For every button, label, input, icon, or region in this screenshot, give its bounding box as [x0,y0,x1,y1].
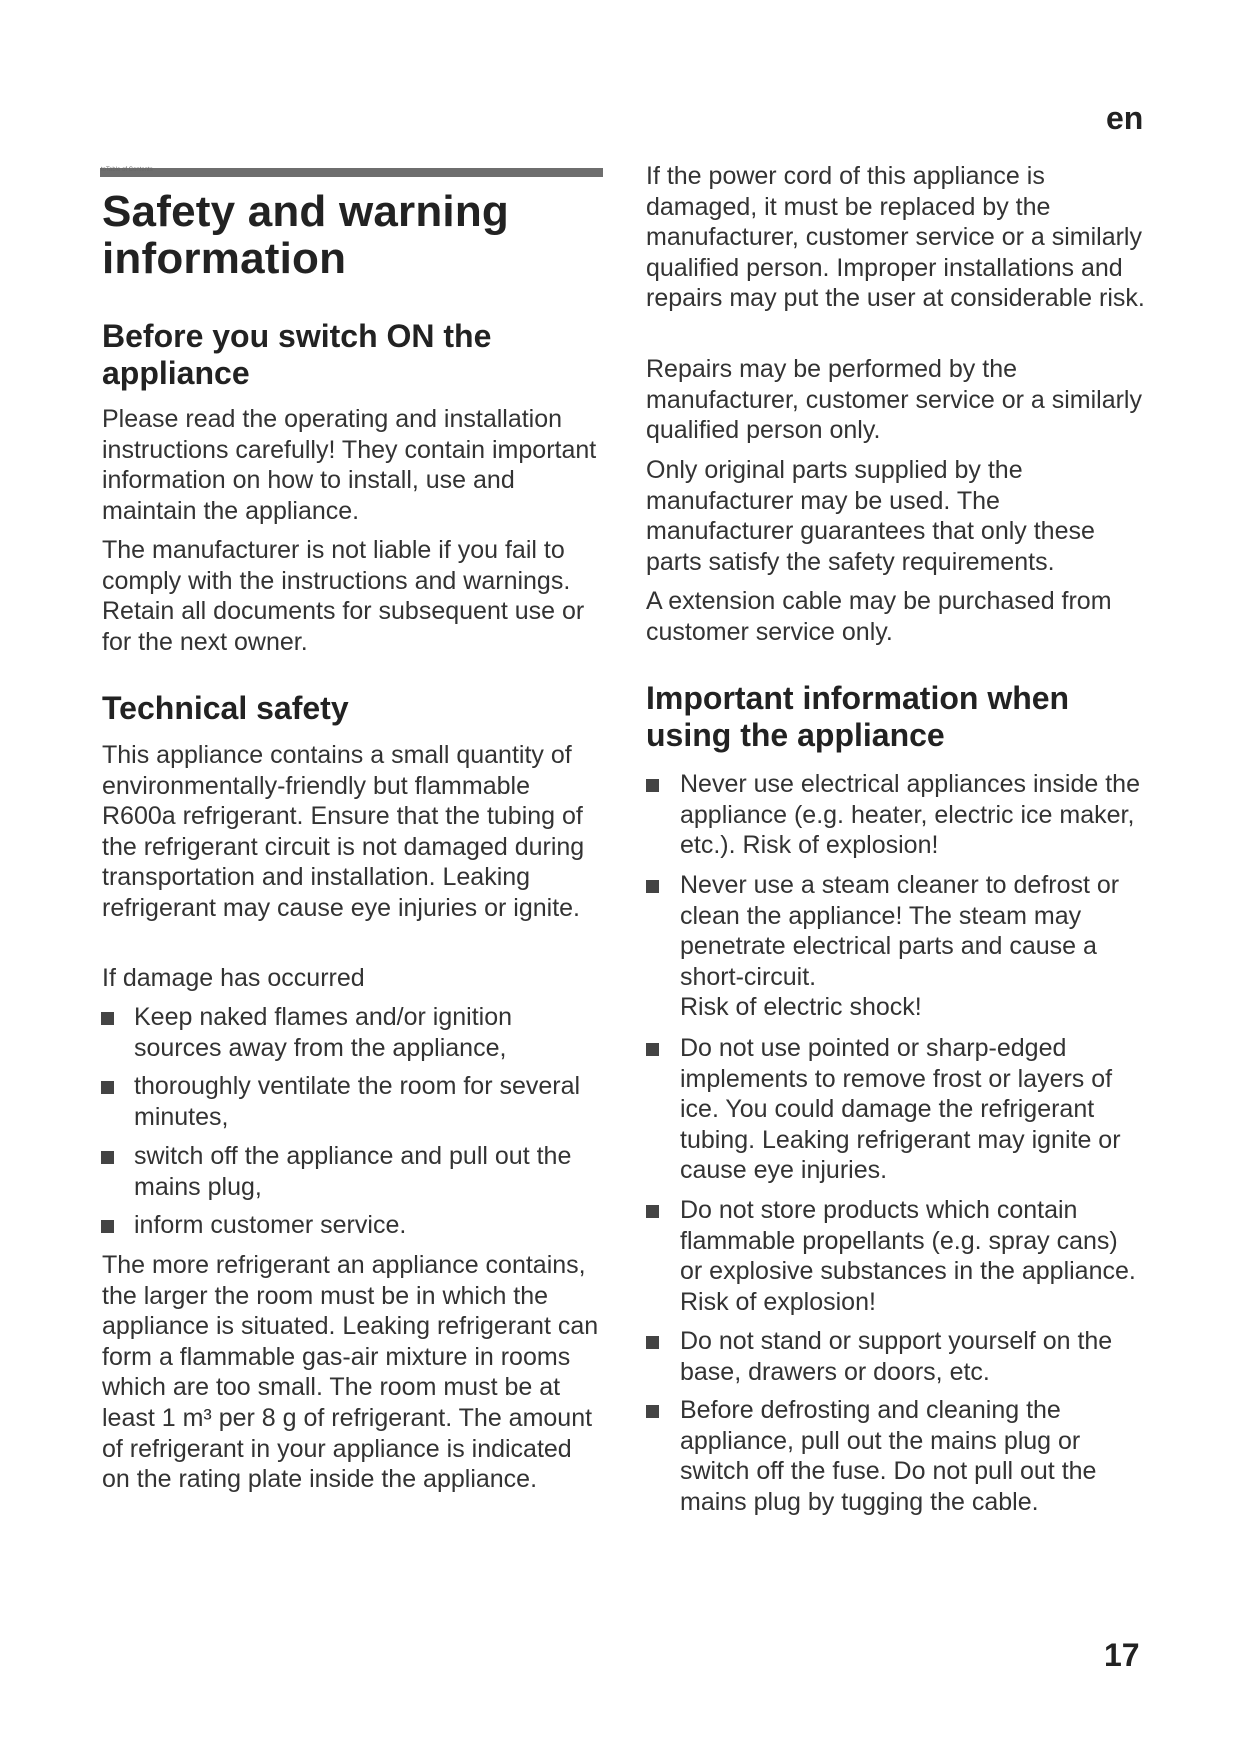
list-item-keep-flames-away: Keep naked flames and/or ignition sources away from the appliance, [134,1003,513,1062]
list-item-inform-service: inform customer service. [134,1211,407,1239]
bullet-icon [646,1043,659,1056]
bullet-icon [646,779,659,792]
list-item-do-not-stand: Do not stand or support yourself on the base, drawers or doors, etc. [680,1327,1113,1386]
bullet-icon [646,1205,659,1218]
list-item-ventilate-room: thoroughly ventilate the room for several minutes, [134,1072,581,1131]
paragraph-power-cord: If the power cord of this appliance is damaged, it must be replaced by the manufacturer, customer service or a similarly qualified person. Improper installations and repairs may put the user at considerable risk. [646,162,1145,313]
list-item-no-steam-cleaner-text: Never use a steam cleaner to defrost or clean the appliance! The steam may penetrate electrical parts and cause a short-circuit. [680,871,1120,991]
list-item-switch-off: switch off the appliance and pull out the mains plug, [134,1142,572,1201]
paragraph-manufacturer-liability: The manufacturer is not liable if you fail to comply with the instructions and warnings. Retain all documents for subsequent use or for the next owner. [102,536,585,656]
list-item-no-flammable-propellants: Do not store products which contain flammable propellants (e.g. spray cans) or explosive substances in the appliance. Risk of explosion! [680,1196,1136,1316]
bullet-icon [646,1405,659,1418]
paragraph-if-damage: If damage has occurred [102,964,365,992]
heading-before-switch-on: Before you switch ON the appliance [102,318,492,391]
paragraph-repairs: Repairs may be performed by the manufacturer, customer service or a similarly qualified person only. [646,355,1142,445]
paragraph-original-parts: Only original parts supplied by the manufacturer may be used. The manufacturer guarantees that only these parts satisfy the safety requirements. [646,456,1095,576]
page-title: Safety and warning information [102,187,510,283]
list-item-no-sharp-implements: Do not use pointed or sharp-edged implements to remove frost or layers of ice. You could damage the refrigerant tubing. Leaking refrigerant may ignite or cause eye injuries. [680,1034,1121,1185]
bullet-icon [101,1012,114,1025]
paragraph-extension-cable: A extension cable may be purchased from customer service only. [646,587,1112,646]
page-number: 17 [1104,1637,1140,1673]
paragraph-room-size: The more refrigerant an appliance contains, the larger the room must be in which the appliance is situated. Leaking refrigerant can form a flammable gas-air mixture in rooms which are too small. The room must be at least 1 m³ per 8 g of refrigerant. The amount of refrigerant in your appliance is indicated on the rating plate inside the appliance. [102,1251,599,1494]
bullet-icon [101,1220,114,1233]
list-item-no-steam-cleaner [680,870,1146,1023]
section-top-bar [100,168,603,177]
paragraph-refrigerant-intro: This appliance contains a small quantity of environmentally-friendly but flammable R600a refrigerant. Ensure that the tubing of the refrigerant circuit is not damaged during transportation and installation. Leaking refrigerant may cause eye injuries or ignite. [102,741,585,922]
bullet-icon [101,1081,114,1094]
heading-technical-safety: Technical safety [102,690,349,726]
list-item-pull-mains-plug: Before defrosting and cleaning the appliance, pull out the mains plug or switch off the fuse. Do not pull out the mains plug by tugging the cable. [680,1396,1097,1516]
bullet-icon [646,1336,659,1349]
bullet-icon [101,1151,114,1164]
paragraph-read-instructions: Please read the operating and installation instructions carefully! They contain important information on how to install, use and maintain the appliance. [102,405,597,525]
toc-link-marker[interactable]: toTable of Contents [101,167,153,173]
list-item-no-electrical-appliances: Never use electrical appliances inside the appliance (e.g. heater, electric ice maker, etc.). Risk of explosion! [680,770,1140,860]
language-code: en [1106,100,1144,136]
heading-important-information: Important information when using the appliance [646,680,1070,753]
bullet-icon [646,880,659,893]
list-item-risk-electric-shock: Risk of electric shock! [680,993,922,1022]
